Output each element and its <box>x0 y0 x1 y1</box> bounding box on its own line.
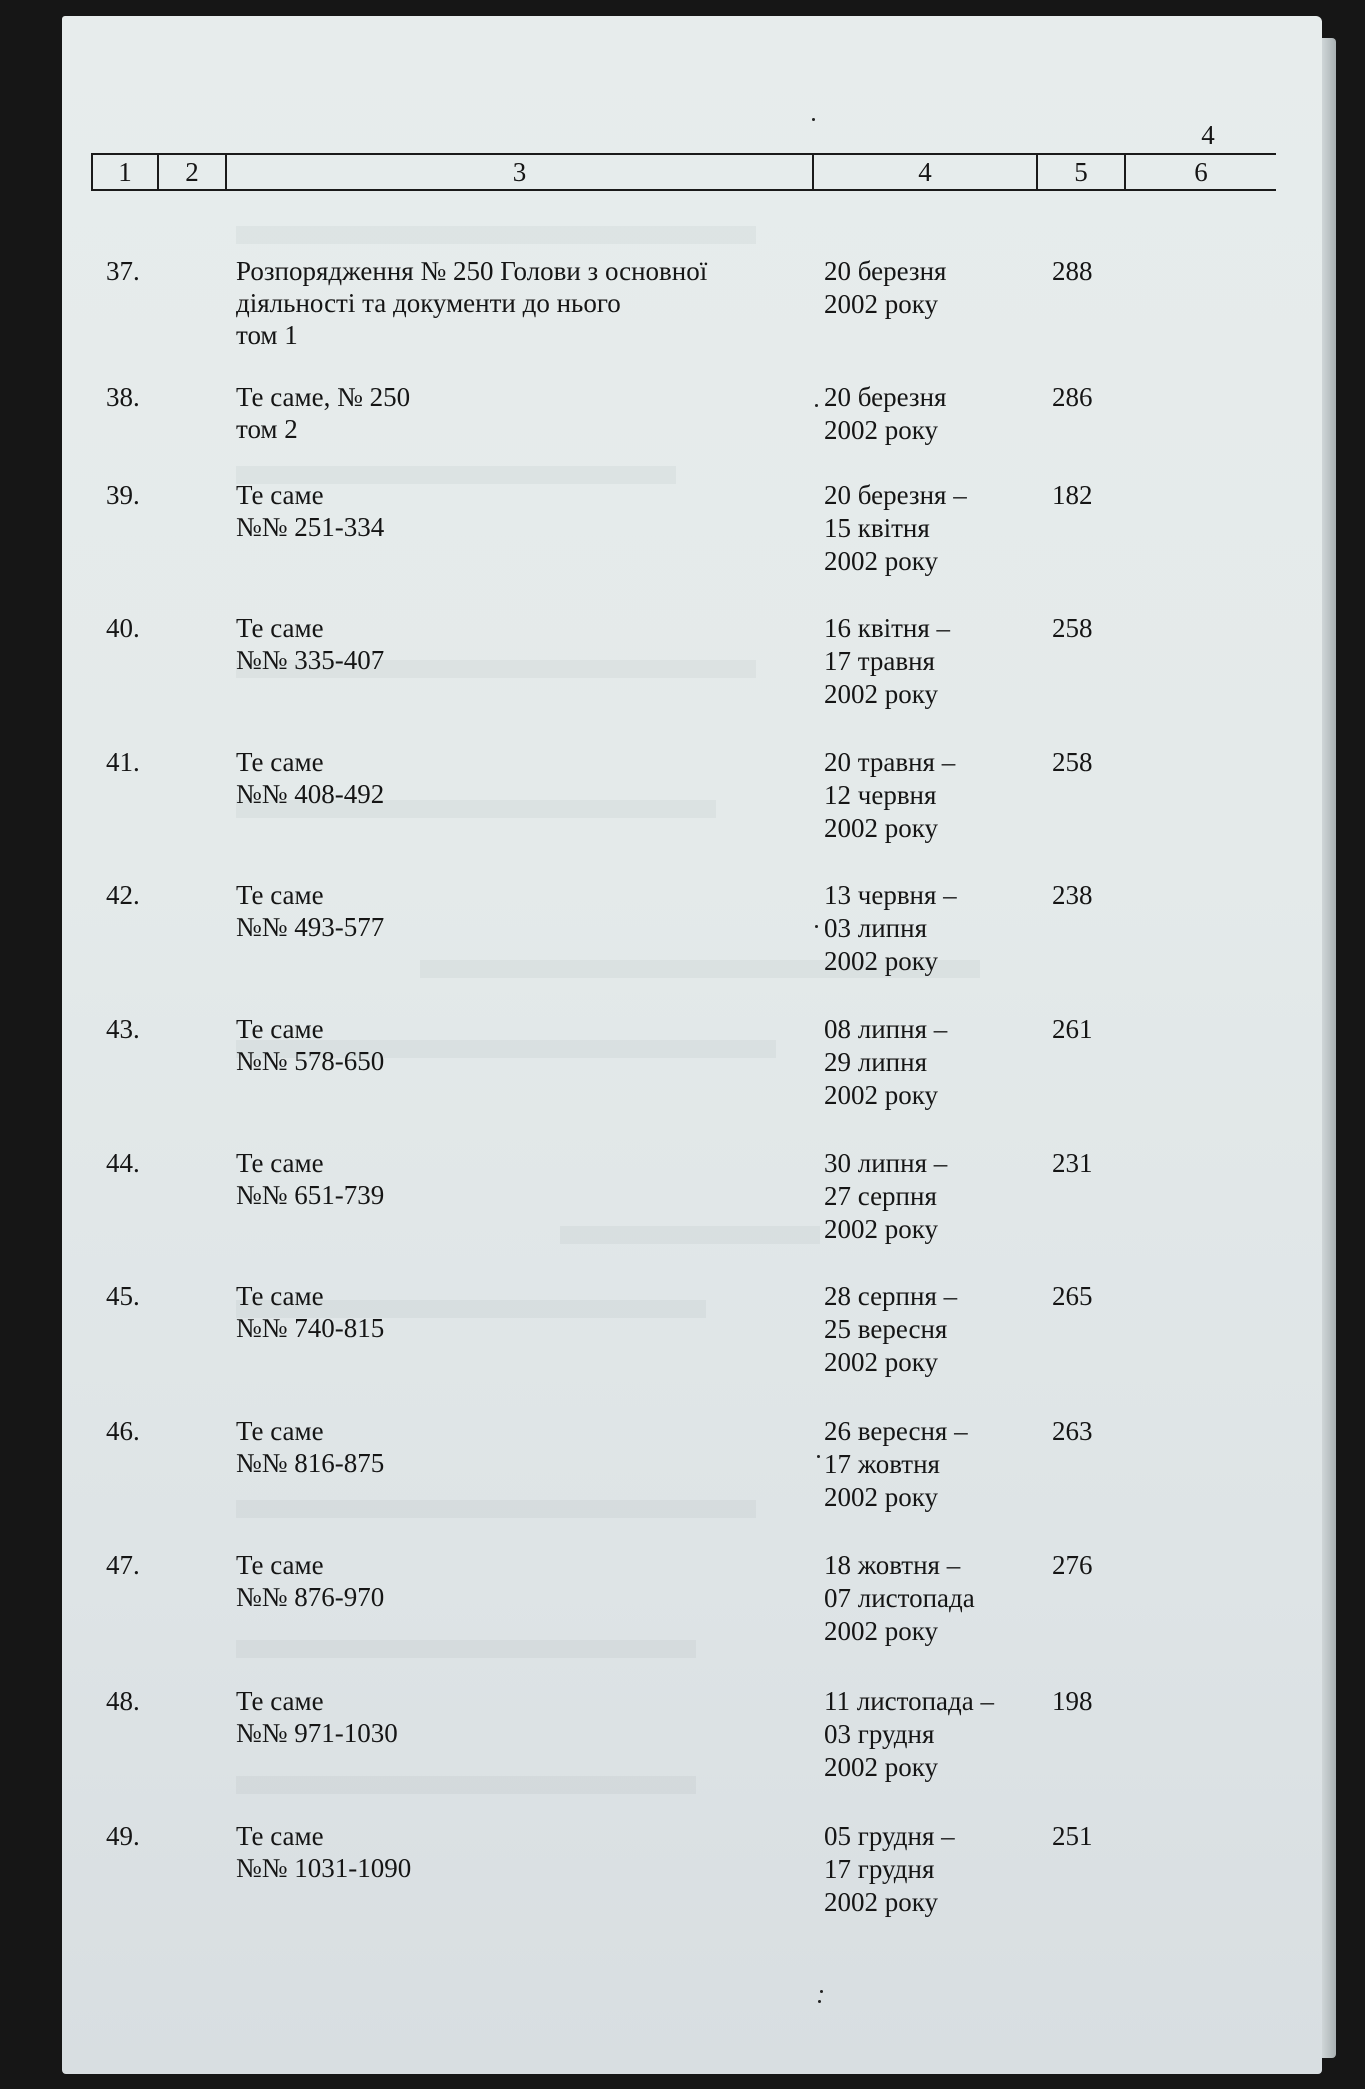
date-line: 2002 року <box>824 1347 938 1377</box>
entry-description <box>236 1013 796 1077</box>
entry-date <box>824 746 1034 845</box>
description-line: Те саме <box>236 480 324 510</box>
entry-description <box>236 1415 796 1479</box>
entry-page-count: 286 <box>1052 382 1093 412</box>
entry-page-count: 251 <box>1052 1821 1093 1851</box>
entry-description <box>236 746 796 810</box>
entry-date <box>824 1820 1034 1919</box>
description-line: Розпорядження № 250 Голови з основної <box>236 256 708 286</box>
table-row <box>0 1013 1365 1143</box>
date-line: 30 липня – <box>824 1148 948 1178</box>
description-line: Те саме <box>236 1550 324 1580</box>
description-line: Те саме <box>236 1148 324 1178</box>
entry-date <box>824 879 1034 978</box>
date-line: 20 березня <box>824 256 947 286</box>
scan-speck <box>818 2000 821 2003</box>
entry-number: 45. <box>106 1281 140 1311</box>
entry-date <box>824 1280 1034 1379</box>
bleed-through-mark <box>236 226 756 244</box>
description-line: том 2 <box>236 414 298 444</box>
scan-speck <box>817 1455 820 1458</box>
date-line: 17 жовтня <box>824 1449 940 1479</box>
entry-page-count: 231 <box>1052 1148 1093 1178</box>
header-col-6: 6 <box>1124 155 1276 189</box>
description-line: №№ 335-407 <box>236 645 385 675</box>
header-col-5: 5 <box>1036 155 1124 189</box>
entry-page-count: 198 <box>1052 1686 1093 1716</box>
entry-page-count: 265 <box>1052 1281 1093 1311</box>
date-line: 2002 року <box>824 546 938 576</box>
description-line: Те саме <box>236 747 324 777</box>
table-row <box>0 1685 1365 1815</box>
date-line: 28 серпня – <box>824 1281 958 1311</box>
entry-description <box>236 612 796 676</box>
entry-number: 46. <box>106 1416 140 1446</box>
table-row <box>0 612 1365 742</box>
date-line: 03 липня <box>824 913 927 943</box>
description-line: Те саме, № 250 <box>236 382 411 412</box>
date-line: 07 листопада <box>824 1583 975 1613</box>
date-line: 26 вересня – <box>824 1416 968 1446</box>
date-line: 11 листопада – <box>824 1686 995 1716</box>
description-line: Те саме <box>236 1416 324 1446</box>
description-line: №№ 816-875 <box>236 1448 385 1478</box>
date-line: 12 червня <box>824 780 937 810</box>
description-line: Те саме <box>236 1014 324 1044</box>
date-line: 16 квітня – <box>824 613 951 643</box>
entry-description <box>236 1549 796 1613</box>
entry-number: 37. <box>106 256 140 286</box>
entry-date <box>824 381 1034 447</box>
description-line: №№ 1031-1090 <box>236 1853 412 1883</box>
date-line: 2002 року <box>824 1887 938 1917</box>
page-number: 4 <box>1201 120 1215 150</box>
header-col-2: 2 <box>157 155 225 189</box>
date-line: 17 грудня <box>824 1854 935 1884</box>
entry-date <box>824 1415 1034 1514</box>
entry-description <box>236 1685 796 1749</box>
description-line: №№ 876-970 <box>236 1582 385 1612</box>
date-line: 20 травня – <box>824 747 956 777</box>
description-line: №№ 651-739 <box>236 1180 385 1210</box>
date-line: 27 серпня <box>824 1181 937 1211</box>
entry-number: 47. <box>106 1550 140 1580</box>
entry-page-count: 258 <box>1052 613 1093 643</box>
entry-date <box>824 1685 1034 1784</box>
date-line: 2002 року <box>824 946 938 976</box>
description-line: том 1 <box>236 320 298 350</box>
date-line: 03 грудня <box>824 1719 935 1749</box>
description-line: №№ 493-577 <box>236 912 385 942</box>
date-line: 2002 року <box>824 1080 938 1110</box>
table-header-row <box>91 153 1276 191</box>
date-line: 13 червня – <box>824 880 957 910</box>
date-line: 18 жовтня – <box>824 1550 961 1580</box>
scan-speck <box>815 404 818 407</box>
description-line: №№ 578-650 <box>236 1046 385 1076</box>
description-line: №№ 408-492 <box>236 779 385 809</box>
date-line: 25 вересня <box>824 1314 948 1344</box>
date-line: 15 квітня <box>824 513 930 543</box>
date-line: 2002 року <box>824 813 938 843</box>
date-line: 20 березня – <box>824 480 967 510</box>
table-row <box>0 479 1365 609</box>
entry-page-count: 258 <box>1052 747 1093 777</box>
date-line: 29 липня <box>824 1047 927 1077</box>
date-line: 17 травня <box>824 646 935 676</box>
entry-number: 49. <box>106 1821 140 1851</box>
date-line: 2002 року <box>824 1752 938 1782</box>
entry-description <box>236 479 796 543</box>
entry-date <box>824 612 1034 711</box>
description-line: №№ 971-1030 <box>236 1718 398 1748</box>
scan-speck <box>812 118 815 121</box>
entry-description <box>236 1147 796 1211</box>
entry-description <box>236 879 796 943</box>
entry-page-count: 276 <box>1052 1550 1093 1580</box>
date-line: 2002 року <box>824 1616 938 1646</box>
entry-number: 40. <box>106 613 140 643</box>
header-col-1: 1 <box>91 155 157 189</box>
description-line: Те саме <box>236 1686 324 1716</box>
entry-page-count: 263 <box>1052 1416 1093 1446</box>
table-row <box>0 879 1365 1009</box>
entry-number: 39. <box>106 480 140 510</box>
header-col-4: 4 <box>812 155 1036 189</box>
date-line: 2002 року <box>824 679 938 709</box>
description-line: №№ 251-334 <box>236 512 385 542</box>
date-line: 2002 року <box>824 415 938 445</box>
date-line: 2002 року <box>824 1214 938 1244</box>
table-row <box>0 1415 1365 1545</box>
entry-description <box>236 381 796 445</box>
entry-number: 42. <box>106 880 140 910</box>
table-row <box>0 1820 1365 1950</box>
description-line: Те саме <box>236 613 324 643</box>
entry-date <box>824 255 1034 321</box>
scan-speck <box>820 1990 823 1993</box>
date-line: 05 грудня – <box>824 1821 955 1851</box>
description-line: Те саме <box>236 880 324 910</box>
date-line: 08 липня – <box>824 1014 948 1044</box>
entry-description <box>236 1820 796 1884</box>
description-line: Те саме <box>236 1281 324 1311</box>
table-row <box>0 746 1365 876</box>
entry-number: 43. <box>106 1014 140 1044</box>
table-row <box>0 1280 1365 1410</box>
entry-number: 44. <box>106 1148 140 1178</box>
entry-page-count: 238 <box>1052 880 1093 910</box>
table-row <box>0 255 1365 385</box>
entry-date <box>824 1013 1034 1112</box>
table-row <box>0 1549 1365 1679</box>
entry-number: 38. <box>106 382 140 412</box>
description-line: №№ 740-815 <box>236 1313 385 1343</box>
date-line: 2002 року <box>824 289 938 319</box>
entry-date <box>824 1147 1034 1246</box>
date-line: 2002 року <box>824 1482 938 1512</box>
entry-number: 48. <box>106 1686 140 1716</box>
date-line: 20 березня <box>824 382 947 412</box>
entry-page-count: 182 <box>1052 480 1093 510</box>
entry-page-count: 261 <box>1052 1014 1093 1044</box>
entry-date <box>824 1549 1034 1648</box>
entry-date <box>824 479 1034 578</box>
entry-page-count: 288 <box>1052 256 1093 286</box>
entry-description <box>236 1280 796 1344</box>
scan-speck <box>815 925 818 928</box>
header-col-3: 3 <box>225 155 812 189</box>
entry-number: 41. <box>106 747 140 777</box>
entry-description <box>236 255 796 351</box>
table-row <box>0 1147 1365 1277</box>
description-line: Те саме <box>236 1821 324 1851</box>
description-line: діяльності та документи до нього <box>236 288 621 318</box>
